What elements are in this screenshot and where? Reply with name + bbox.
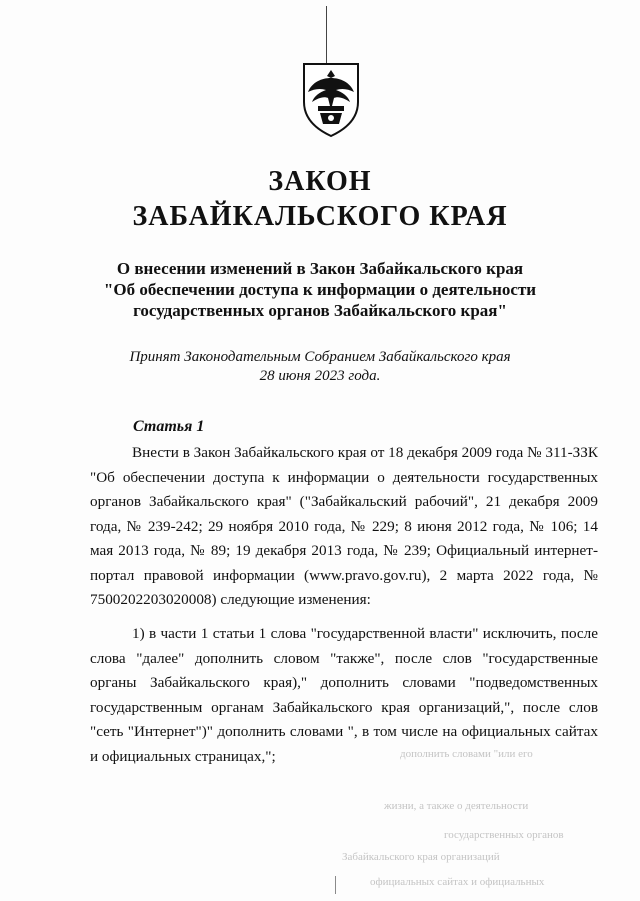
subtitle-line: государственных органов Забайкальского края"	[133, 301, 507, 320]
bleed-through-text: государственных органов	[444, 829, 564, 841]
coat-of-arms-emblem	[298, 58, 364, 138]
margin-tick	[335, 876, 336, 894]
paragraph: Внести в Закон Забайкальского края от 18 декабря 2009 года № 311-ЗЗК "Об обеспечении доступа к информации о деятельности государственных органов Забайкальского края" ("Забайкальский рабочий", 21 декабря 2009 года, № 239-242; 29 ноября 2010 года, № 229; 8 июня 2012 года, № 106; 14 мая 2013 года, № 89; 19 декабря 2013 года, № 239; Официальный интернет-портал правовой информации (www.pravo.gov.ru), 2 марта 2022 года, № 7500202203020008) следующие изменения:	[90, 444, 598, 608]
adoption-note	[60, 348, 580, 386]
bleed-through-text: Забайкальского края организаций	[342, 851, 500, 863]
law-subtitle	[60, 258, 580, 321]
bleed-through-text: официальных сайтах и официальных	[370, 876, 545, 888]
adoption-line: Принят Законодательным Собранием Забайкальского края	[129, 349, 511, 365]
article-body-item	[90, 622, 598, 769]
paragraph: 1) в части 1 статьи 1 слова "государственной власти" исключить, после слова "далее" дополнить словом "также", после слов "государственные органы Забайкальского края)," дополнить словами "подведомственных государственным органам Забайкальского края организаций,", после слов "сеть "Интернет")" дополнить словами ", в том числе на официальных сайтах и официальных страницах,";	[90, 625, 598, 765]
article-heading: Статья 1	[133, 418, 205, 435]
subtitle-line: "Об обеспечении доступа к информации о деятельности	[103, 280, 537, 299]
bleed-through-text: жизни, а также о деятельности	[384, 800, 529, 812]
bleed-through-text: дополнить словами "или его	[400, 748, 533, 760]
subtitle-line: О внесении изменений в Закон Забайкальского края	[116, 259, 524, 278]
article-body	[90, 441, 598, 613]
adoption-date: 28 июня 2023 года.	[259, 368, 381, 384]
document-title: ЗАКОН	[268, 166, 372, 197]
document-title-region: ЗАБАЙКАЛЬСКОГО КРАЯ	[132, 201, 508, 232]
